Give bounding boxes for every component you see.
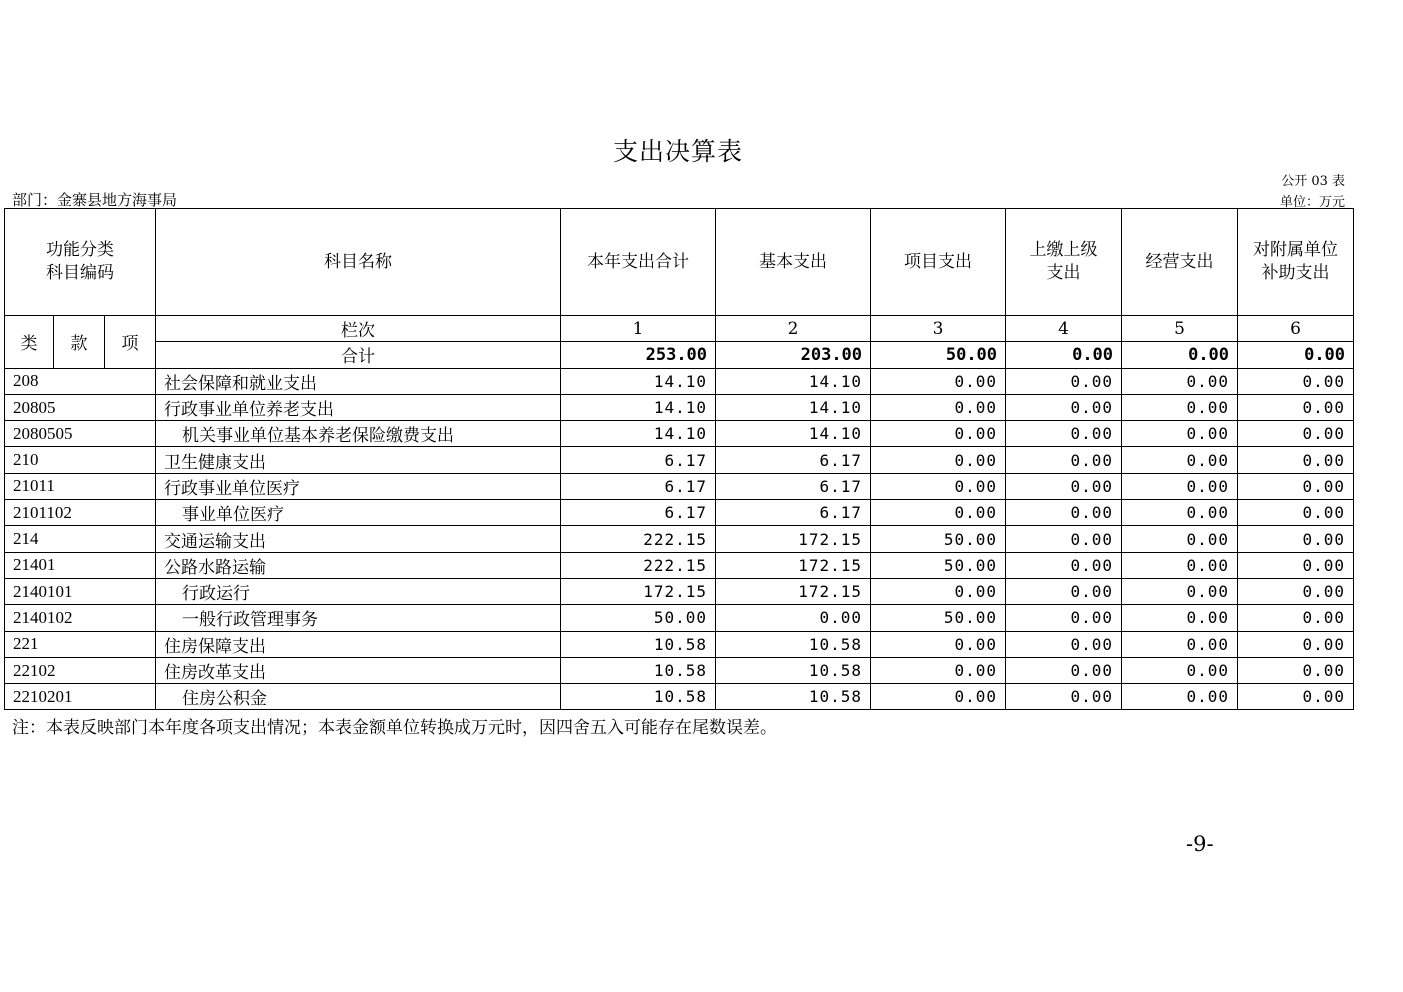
row-value: 0.00: [1006, 657, 1122, 683]
row-value: 0.00: [1122, 631, 1238, 657]
row-value: 0.00: [1006, 578, 1122, 604]
row-value: 0.00: [1238, 394, 1354, 420]
header-kuan: 款: [54, 316, 105, 369]
total-value: 253.00: [561, 342, 716, 368]
row-value: 0.00: [1238, 657, 1354, 683]
row-subject-name: 一般行政管理事务: [156, 605, 561, 631]
row-value: 10.58: [716, 684, 871, 710]
row-value: 0.00: [1238, 526, 1354, 552]
report-title: 支出决算表: [612, 137, 743, 166]
col-index-2: 2: [716, 316, 871, 342]
row-value: 0.00: [1238, 421, 1354, 447]
row-value: 0.00: [1122, 421, 1238, 447]
row-value: 0.00: [1238, 368, 1354, 394]
row-value: 0.00: [1006, 684, 1122, 710]
row-code: 22102: [5, 657, 156, 683]
row-value: 0.00: [871, 500, 1006, 526]
row-code: 2101102: [5, 500, 156, 526]
row-code: 2210201: [5, 684, 156, 710]
table-row: [5, 657, 1354, 683]
total-row: [5, 342, 1354, 368]
row-subject-name: 交通运输支出: [156, 526, 561, 552]
row-value: 0.00: [1122, 447, 1238, 473]
row-subject-name: 事业单位医疗: [156, 500, 561, 526]
header-project: 项目支出: [871, 209, 1006, 316]
table-row: [5, 578, 1354, 604]
row-value: 0.00: [1238, 500, 1354, 526]
row-value: 10.58: [716, 657, 871, 683]
header-func-class: 功能分类 科目编码: [5, 209, 156, 316]
form-number: 公开 03 表: [1281, 174, 1345, 189]
col-index-6: 6: [1238, 316, 1354, 342]
row-value: 0.00: [1238, 631, 1354, 657]
row-value: 0.00: [1238, 605, 1354, 631]
row-value: 0.00: [1006, 526, 1122, 552]
row-code: 210: [5, 447, 156, 473]
row-value: 14.10: [716, 421, 871, 447]
row-value: 6.17: [716, 473, 871, 499]
row-value: 0.00: [1006, 394, 1122, 420]
row-value: 0.00: [1238, 578, 1354, 604]
row-value: 172.15: [716, 526, 871, 552]
table-row: [5, 368, 1354, 394]
table-row: [5, 394, 1354, 420]
row-code: 208: [5, 368, 156, 394]
row-value: 0.00: [871, 447, 1006, 473]
row-value: 0.00: [1122, 605, 1238, 631]
row-value: 222.15: [561, 526, 716, 552]
row-code: 2140101: [5, 578, 156, 604]
row-value: 0.00: [871, 657, 1006, 683]
row-subject-name: 机关事业单位基本养老保险缴费支出: [156, 421, 561, 447]
row-value: 14.10: [561, 394, 716, 420]
row-value: 0.00: [1006, 500, 1122, 526]
row-value: 0.00: [871, 473, 1006, 499]
row-value: 6.17: [716, 447, 871, 473]
row-value: 0.00: [1122, 526, 1238, 552]
row-value: 50.00: [871, 526, 1006, 552]
total-label: 合计: [156, 342, 561, 368]
row-subject-name: 住房保障支出: [156, 631, 561, 657]
expenditure-table: [4, 208, 1354, 710]
row-code: 2140102: [5, 605, 156, 631]
row-subject-name: 行政事业单位医疗: [156, 473, 561, 499]
total-value: 50.00: [871, 342, 1006, 368]
row-value: 0.00: [1122, 684, 1238, 710]
row-value: 0.00: [1122, 552, 1238, 578]
table-row: [5, 473, 1354, 499]
row-value: 14.10: [561, 368, 716, 394]
row-value: 10.58: [561, 631, 716, 657]
row-value: 6.17: [561, 500, 716, 526]
row-code: 21011: [5, 473, 156, 499]
row-value: 0.00: [1006, 631, 1122, 657]
header-lanci: 栏次: [156, 316, 561, 342]
table-row: [5, 500, 1354, 526]
row-value: 14.10: [716, 368, 871, 394]
row-value: 0.00: [716, 605, 871, 631]
row-value: 0.00: [1122, 500, 1238, 526]
row-subject-name: 住房改革支出: [156, 657, 561, 683]
row-value: 10.58: [716, 631, 871, 657]
row-value: 0.00: [1122, 394, 1238, 420]
row-code: 2080505: [5, 421, 156, 447]
row-value: 0.00: [1122, 368, 1238, 394]
row-value: 10.58: [561, 657, 716, 683]
row-value: 0.00: [871, 394, 1006, 420]
header-subject-name: 科目名称: [156, 209, 561, 316]
total-value: 0.00: [1122, 342, 1238, 368]
row-value: 50.00: [561, 605, 716, 631]
row-value: 10.58: [561, 684, 716, 710]
row-value: 6.17: [561, 473, 716, 499]
column-index-row: [5, 316, 1354, 342]
table-row: [5, 421, 1354, 447]
table-row: [5, 447, 1354, 473]
row-subject-name: 住房公积金: [156, 684, 561, 710]
row-subject-name: 卫生健康支出: [156, 447, 561, 473]
row-value: 0.00: [871, 631, 1006, 657]
row-value: 6.17: [716, 500, 871, 526]
row-value: 0.00: [1006, 473, 1122, 499]
department-label: 部门：金寨县地方海事局: [12, 191, 178, 209]
table-row: [5, 684, 1354, 710]
row-value: 222.15: [561, 552, 716, 578]
row-value: 0.00: [1122, 657, 1238, 683]
row-value: 0.00: [1006, 552, 1122, 578]
row-code: 221: [5, 631, 156, 657]
footnote: 注：本表反映部门本年度各项支出情况；本表金额单位转换成万元时，因四舍五入可能存在尾数误差。: [12, 718, 777, 738]
table-row: [5, 526, 1354, 552]
header-operating: 经营支出: [1122, 209, 1238, 316]
total-value: 0.00: [1006, 342, 1122, 368]
table-row: [5, 605, 1354, 631]
row-value: 172.15: [716, 552, 871, 578]
row-value: 0.00: [1006, 447, 1122, 473]
row-value: 0.00: [871, 368, 1006, 394]
header-lei: 类: [5, 316, 54, 369]
table-row: [5, 631, 1354, 657]
header-upper: 上缴上级 支出: [1006, 209, 1122, 316]
row-value: 14.10: [561, 421, 716, 447]
page-number: -9-: [1186, 832, 1214, 856]
col-index-3: 3: [871, 316, 1006, 342]
unit-label: 单位：万元: [1279, 195, 1345, 210]
col-index-1: 1: [561, 316, 716, 342]
row-code: 214: [5, 526, 156, 552]
row-value: 172.15: [561, 578, 716, 604]
total-value: 203.00: [716, 342, 871, 368]
row-value: 0.00: [1006, 368, 1122, 394]
row-subject-name: 公路水路运输: [156, 552, 561, 578]
row-value: 0.00: [1122, 473, 1238, 499]
row-code: 20805: [5, 394, 156, 420]
row-value: 172.15: [716, 578, 871, 604]
row-subject-name: 社会保障和就业支出: [156, 368, 561, 394]
row-value: 0.00: [1122, 578, 1238, 604]
row-value: 6.17: [561, 447, 716, 473]
row-value: 0.00: [1006, 421, 1122, 447]
total-value: 0.00: [1238, 342, 1354, 368]
header-subsidy: 对附属单位 补助支出: [1238, 209, 1354, 316]
row-value: 50.00: [871, 552, 1006, 578]
row-value: 0.00: [1006, 605, 1122, 631]
row-value: 0.00: [1238, 447, 1354, 473]
row-value: 0.00: [871, 421, 1006, 447]
row-value: 0.00: [1238, 552, 1354, 578]
table-row: [5, 552, 1354, 578]
header-total: 本年支出合计: [561, 209, 716, 316]
row-subject-name: 行政运行: [156, 578, 561, 604]
row-value: 0.00: [871, 578, 1006, 604]
row-value: 14.10: [716, 394, 871, 420]
header-basic: 基本支出: [716, 209, 871, 316]
row-subject-name: 行政事业单位养老支出: [156, 394, 561, 420]
header-row: [5, 209, 1354, 316]
header-xiang: 项: [105, 316, 156, 369]
row-value: 0.00: [871, 684, 1006, 710]
row-value: 0.00: [1238, 684, 1354, 710]
col-index-5: 5: [1122, 316, 1238, 342]
col-index-4: 4: [1006, 316, 1122, 342]
row-value: 50.00: [871, 605, 1006, 631]
row-value: 0.00: [1238, 473, 1354, 499]
row-code: 21401: [5, 552, 156, 578]
